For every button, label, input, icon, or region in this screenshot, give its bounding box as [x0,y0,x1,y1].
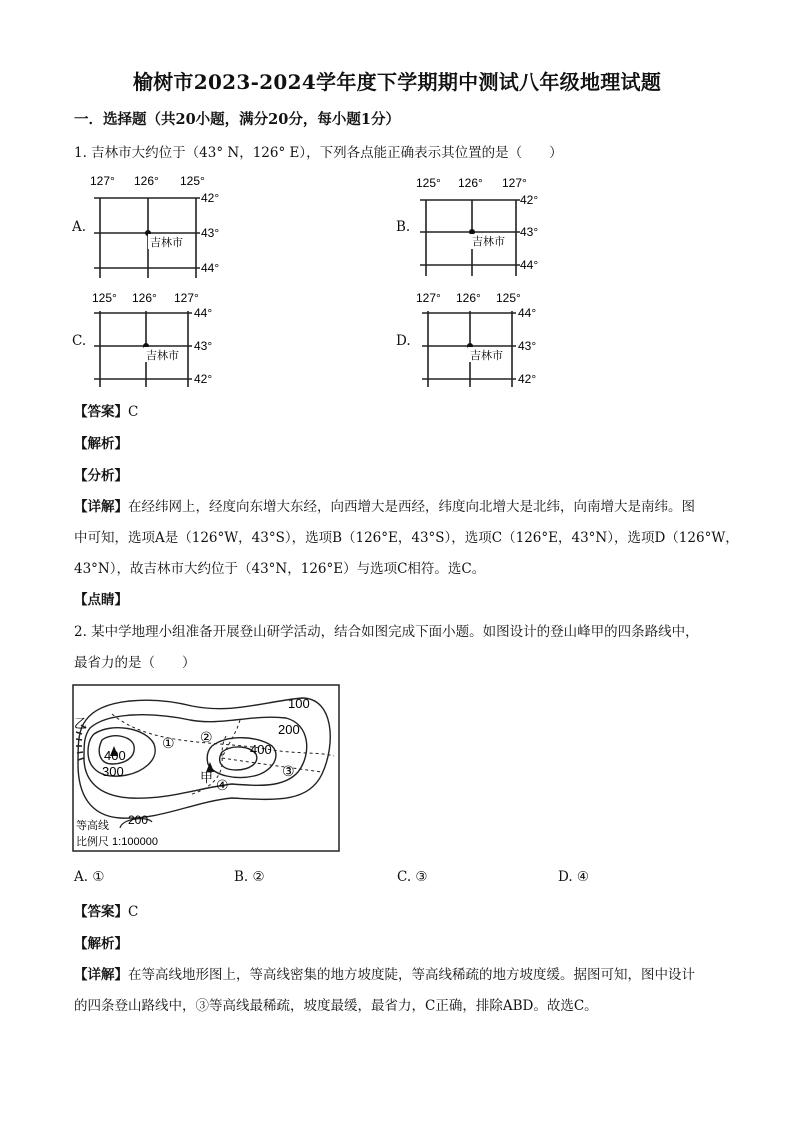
contour-map [72,684,340,852]
q2-stem-line-1: 2. 某中学地理小组准备开展登山研学活动，结合如图完成下面小题。如图设计的登山峰甲的四条路线中， [74,624,699,640]
contour-label: 100 [288,696,310,711]
svg-text:42°: 42° [518,372,537,386]
q1-option-c-label: C. [72,333,87,349]
svg-text:127°: 127° [174,291,199,305]
q2-option-b: B. ② [234,869,265,885]
svg-text:42°: 42° [520,193,539,207]
svg-text:126°: 126° [458,176,483,190]
scale-label: 比例尺 1:100000 [76,836,158,848]
svg-text:吉林市: 吉林市 [472,236,505,248]
route-4-label: ④ [216,777,229,793]
legend-value: 200 [128,813,149,827]
svg-text:吉林市: 吉林市 [470,350,503,362]
city-label: 吉林市 [150,237,183,249]
q1-option-c-grid [88,287,238,395]
svg-text:43°: 43° [518,339,537,353]
peak-yi-label: 乙 [74,716,88,731]
q2-analysis-tag: 【解析】 [74,936,128,952]
svg-text:43°: 43° [194,339,213,353]
q1-detail-line-2: 中可知，选项A是（126°W，43°S），选项B（126°E，43°S），选项C（126°E，43°N），选项D（126°W， [74,530,739,546]
q1-detail-line-3: 43°N），故吉林市大约位于（43°N，126°E）与选项C相符。选C。 [74,561,486,577]
svg-text:127°: 127° [416,291,441,305]
lon-label: 127° [90,174,115,188]
q1-stem: 1. 吉林市大约位于（43° N，126° E），下列各点能正确表示其位置的是（ ） [74,145,563,161]
route-2-label: ② [200,729,213,745]
contour-label: 300 [102,764,124,779]
svg-text:125°: 125° [92,291,117,305]
q2-answer: 【答案】C [74,904,139,920]
q2-detail-line-1: 【详解】在等高线地形图上，等高线密集的地方坡度陡，等高线稀疏的地方坡度缓。据图可知，图中设计 [74,967,695,983]
svg-text:44°: 44° [518,306,537,320]
page-title: 榆树市2023-2024学年度下学期期中测试八年级地理试题 [132,70,662,94]
q1-dianjing-tag: 【点睛】 [74,592,128,608]
contour-label: 400 [104,748,126,763]
route-1-label: ① [162,735,175,751]
q1-option-a-label: A. [72,219,87,235]
svg-text:44°: 44° [520,258,539,272]
lat-label: 42° [201,191,220,205]
svg-text:125°: 125° [416,176,441,190]
q1-option-d-label: D. [396,333,411,349]
q1-answer: 【答案】C [74,404,139,420]
lat-label: 44° [201,261,220,275]
q2-option-d: D. ④ [558,869,590,885]
q1-option-b-label: B. [396,219,411,235]
lon-label: 126° [134,174,159,188]
legend-label: 等高线 [76,820,109,832]
svg-text:125°: 125° [496,291,521,305]
peak-jia-label: 甲 [200,770,214,785]
svg-text:126°: 126° [132,291,157,305]
lon-label: 125° [180,174,205,188]
svg-text:127°: 127° [502,176,527,190]
q2-stem-line-2: 最省力的是（ ） [74,655,196,671]
q1-detail-line-1: 【详解】在经纬网上，经度向东增大东经，向西增大是西经，纬度向北增大是北纬，向南增大是南纬。图 [74,499,695,515]
q1-analysis-tag: 【解析】 [74,436,128,452]
route-3-label: ③ [282,763,295,779]
q2-option-c: C. ③ [397,869,428,885]
contour-label: 200 [278,722,300,737]
q1-fenxi-tag: 【分析】 [74,468,128,484]
q2-option-a: A. ① [74,869,105,885]
q1-option-d-grid [412,287,562,395]
svg-text:44°: 44° [194,306,213,320]
svg-text:吉林市: 吉林市 [146,350,179,362]
contour-label: 400 [250,742,272,757]
svg-text:43°: 43° [520,225,539,239]
lat-label: 43° [201,226,220,240]
q1-option-b-grid [412,172,562,282]
svg-text:42°: 42° [194,372,213,386]
svg-text:126°: 126° [456,291,481,305]
q2-detail-line-2: 的四条登山路线中，③等高线最稀疏，坡度最缓，最省力，C正确，排除ABD。故选C。 [74,998,598,1014]
section-heading: 一．选择题（共20小题，满分20分，每小题1分） [74,111,400,128]
q1-option-a-grid [88,170,238,280]
